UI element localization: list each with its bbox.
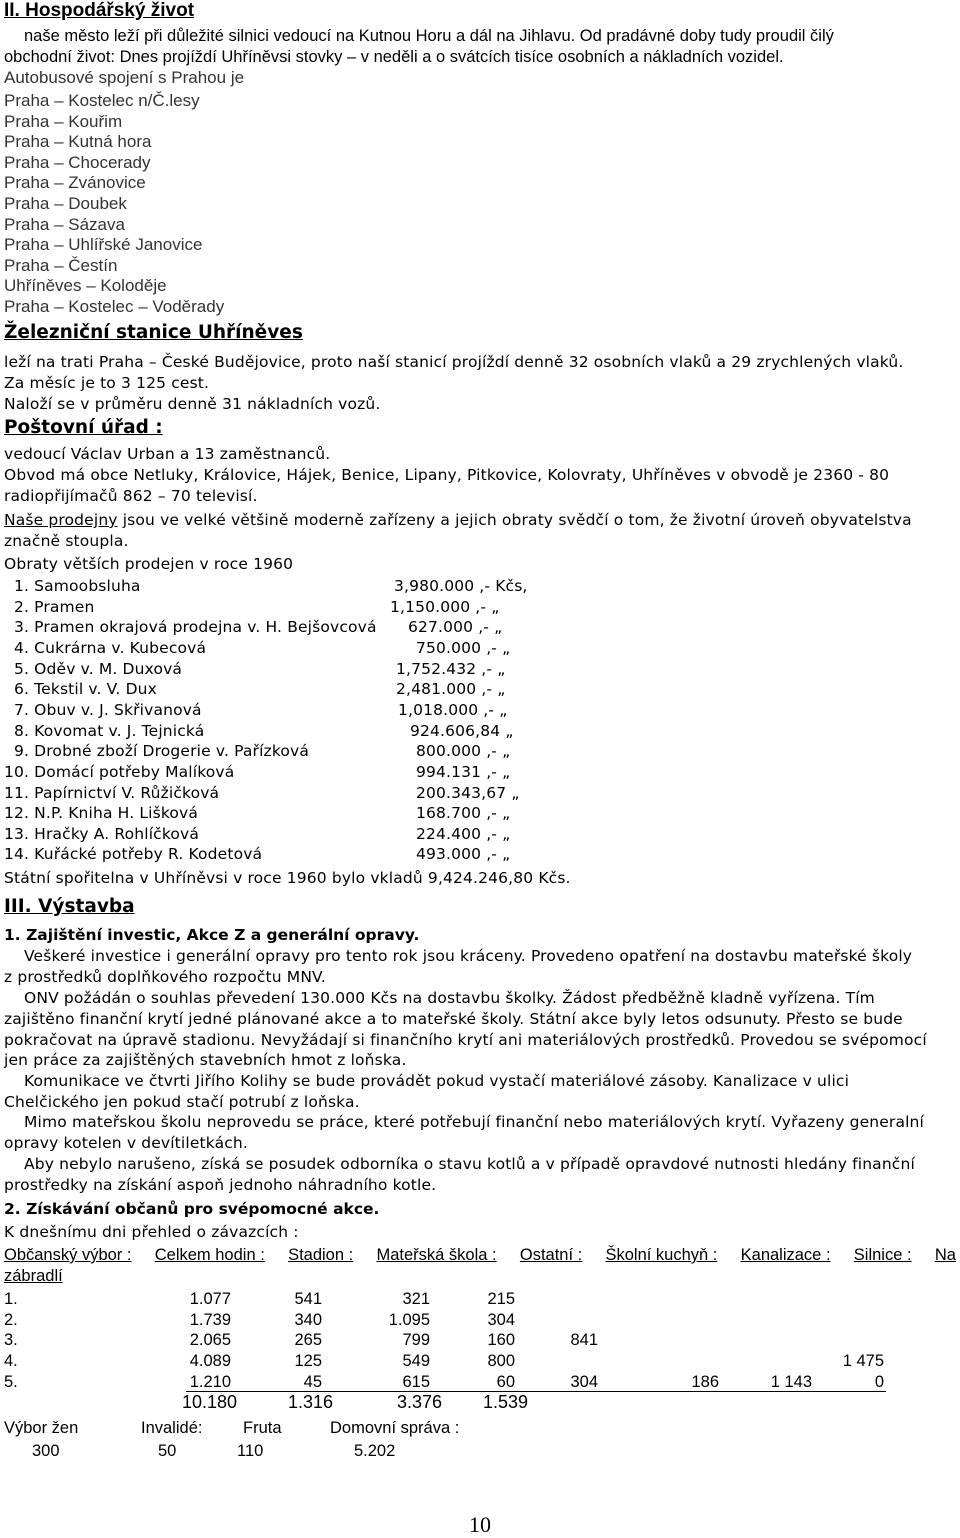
commitments-header-cell: Silnice : — [853, 1246, 912, 1264]
total-value: 10.180 — [181, 1392, 237, 1412]
bus-route: Praha – Kouřim — [4, 111, 123, 131]
other-commitment-label: Domovní správa : — [330, 1419, 460, 1437]
table-cell: 615 — [402, 1372, 430, 1391]
table-cell: 304 — [570, 1372, 598, 1391]
bus-route: Praha – Doubek — [4, 194, 127, 213]
other-commitments-labels — [4, 1418, 956, 1438]
shops-intro-line-2: značně stoupla. — [4, 532, 129, 550]
p4-line-2: opravy kotelen v devítiletkách. — [4, 1134, 248, 1152]
post-office-line-1: vedoucí Václav Urban a 13 zaměstnanců. — [4, 445, 331, 463]
railway-heading: Železniční stanice Uhříněves — [4, 322, 303, 343]
p1-line-2: z prostředků doplňkového rozpočtu MNV. — [4, 968, 326, 986]
table-cell: 215 — [487, 1290, 515, 1308]
intro-line-1 — [4, 26, 956, 46]
turnover-shop-name: 12. N.P. Kniha H. Lišková — [4, 804, 199, 823]
intro-line-2 — [4, 47, 956, 67]
turnover-value: 1,150.000 ,- „ — [390, 597, 500, 616]
other-commitment-value: 5.202 — [354, 1442, 396, 1460]
intro-text-2: obchodní život: Dnes projíždí Uhříněvsi stovky – v neděli a o svátcích tisíce osobních a nákladních vozidel. — [4, 48, 784, 66]
p3-line-1: Komunikace ve čtvrti Jiřího Kolihy se bude provádět pokud vystačí materiálové zásoby. Kanalizace v ulici — [24, 1072, 850, 1090]
table-cell: 2.065 — [189, 1331, 231, 1350]
total-value: 1.539 — [482, 1392, 528, 1412]
table-row — [4, 1372, 956, 1392]
turnover-value: 3,980.000 ,- Kčs, — [394, 577, 528, 595]
table-row — [4, 1330, 956, 1350]
construction-sub-1: 1. Zajištění investic, Akce Z a generální opravy. — [4, 926, 420, 944]
intro-line-3: Autobusové spojení s Prahou je — [4, 68, 245, 87]
table-cell: 841 — [570, 1331, 598, 1350]
table-cell: 0 — [874, 1372, 884, 1391]
table-cell: 549 — [402, 1352, 430, 1371]
commitments-header-cells — [4, 1245, 956, 1265]
commitments-header-cell: Stadion : — [288, 1246, 354, 1264]
railway-line-1: leží na trati Praha – České Budějovice, proto naší stanicí projíždí denně 32 osobních vlaků a 29 zrychlených vlaků. — [4, 353, 904, 371]
construction-heading: III. Výstavba — [4, 896, 135, 917]
p3-line-2: Chelčického jen pokud stačí potrubí z loňska. — [4, 1093, 360, 1111]
construction-sub-2: 2. Získávání občanů pro svépomocné akce. — [4, 1200, 380, 1218]
turnover-shop-name: 11. Papírnictví V. Růžičková — [4, 783, 220, 802]
other-commitment-label: Invalidé: — [141, 1419, 203, 1437]
turnover-shop-name: 7. Obuv v. J. Skřivanová — [14, 700, 202, 719]
turnover-value: 800.000 ,- „ — [416, 742, 511, 761]
table-cell: 1.095 — [388, 1310, 430, 1329]
turnover-shop-name: 1. Samoobsluha — [14, 577, 141, 595]
turnover-value: 994.131 ,- „ — [416, 762, 511, 781]
shops-intro-line-1 — [4, 510, 912, 530]
commitments-header-wrap: zábradlí — [4, 1267, 63, 1285]
page-number: 10 — [469, 1512, 491, 1537]
railway-line-3: Naloží se v průměru denně 31 nákladních vozů. — [4, 395, 381, 413]
turnover-shop-name: 14. Kuřácké potřeby R. Kodetová — [4, 845, 263, 864]
table-cell: 5. — [4, 1372, 18, 1391]
commitments-header-cell: Školní kuchyň : — [605, 1246, 718, 1264]
turnover-value: 200.343,67 „ — [416, 783, 520, 802]
overview-line: K dnešnímu dni přehled o závazcích : — [4, 1223, 299, 1241]
table-cell: 4. — [4, 1352, 18, 1371]
turnover-value: 2,481.000 ,- „ — [396, 680, 506, 699]
p5-line-2: prostředky na získání aspoň jednoho náhradního kotle. — [4, 1176, 437, 1194]
table-cell: 4.089 — [189, 1352, 231, 1371]
bus-route: Uhříněves – Koloděje — [4, 276, 167, 296]
turnover-value: 924.606,84 „ — [410, 721, 514, 740]
table-cell: 125 — [294, 1352, 322, 1371]
table-cell: 186 — [691, 1372, 719, 1391]
turnover-value: 1,752.432 ,- „ — [396, 659, 506, 678]
turnover-value: 168.700 ,- „ — [416, 804, 511, 823]
table-cell: 265 — [294, 1331, 322, 1350]
turnover-shop-name: 10. Domácí potřeby Malíková — [4, 762, 235, 781]
turnover-value: 750.000 ,- „ — [416, 638, 511, 657]
totals-row — [4, 1392, 956, 1416]
p4-line-1: Mimo mateřskou školu neprovedu se práce, které potřebují finanční nebo materiálových krytí. Vyřazeny generalní — [24, 1113, 924, 1131]
table-cell: 1 475 — [842, 1352, 884, 1371]
bus-route: Praha – Chocerady — [4, 152, 151, 172]
other-commitment-value: 110 — [237, 1442, 264, 1460]
p1-line-1: Veškeré investice i generální opravy pro tento rok jsou kráceny. Provedeno opatření na dostavbu mateřské školy — [24, 947, 913, 965]
turnover-shop-name: 13. Hračky A. Rohlíčková — [4, 824, 200, 843]
table-row — [4, 1351, 956, 1371]
table-cell: 1 143 — [770, 1372, 812, 1391]
commitments-header-cell: Na — [934, 1246, 956, 1264]
bus-route: Praha – Čestín — [4, 255, 118, 275]
table-cell: 800 — [487, 1352, 515, 1371]
railway-line-2: Za měsíc je to 3 125 cest. — [4, 374, 210, 392]
other-commitment-label: Výbor žen — [4, 1419, 79, 1437]
other-commitment-label: Fruta — [243, 1419, 282, 1437]
turnover-value: 1,018.000 ,- „ — [398, 700, 508, 719]
table-cell: 1. — [4, 1290, 18, 1308]
table-row — [4, 1289, 956, 1309]
shops-intro-rest: jsou ve velké většině moderně zařízeny a jejich obraty svědčí o tom, že životní úroveň obyvatelstva — [117, 511, 912, 529]
bus-route: Praha – Zvánovice — [4, 173, 146, 193]
table-cell: 60 — [496, 1372, 515, 1391]
turnover-shop-name: 9. Drobné zboží Drogerie v. Pařízková — [14, 742, 310, 761]
turnover-shop-name: 3. Pramen okrajová prodejna v. H. Bejšovcová — [14, 618, 377, 637]
post-office-line-2: Obvod má obce Netluky, Královice, Hájek, Benice, Lipany, Pitkovice, Kolovraty, Uhříněves v obvodě je 2360 - 80 — [4, 466, 890, 484]
turnover-shop-name: 2. Pramen — [14, 597, 95, 616]
table-cell: 321 — [402, 1290, 430, 1308]
turnover-shop-name: 8. Kovomat v. J. Tejnická — [14, 721, 205, 740]
table-cell: 2. — [4, 1310, 18, 1329]
total-value: 1.316 — [287, 1392, 333, 1412]
commitments-header-cell: Celkem hodin : — [154, 1246, 265, 1264]
section-heading: II. Hospodářský život — [4, 0, 195, 21]
shops-intro-underlined: Naše prodejny — [4, 511, 118, 529]
table-cell: 1.739 — [189, 1310, 231, 1329]
p5-line-1: Aby nebylo narušeno, získá se posudek odborníka o stavu kotlů a v případě opravdové nutnosti hledány finanční — [24, 1155, 915, 1173]
commitments-header-cell: Ostatní : — [519, 1246, 583, 1264]
turnover-value: 627.000 ,- „ — [408, 618, 503, 637]
turnover-shop-name: 4. Cukrárna v. Kubecová — [14, 638, 207, 657]
turnover-value: 493.000 ,- „ — [416, 845, 511, 864]
table-cell: 1.077 — [189, 1290, 231, 1308]
savings-line: Státní spořitelna v Uhříněvsi v roce 1960 bylo vkladů 9,424.246,80 Kčs. — [4, 869, 571, 887]
table-cell: 45 — [303, 1372, 322, 1391]
table-cell: 3. — [4, 1331, 18, 1350]
post-office-line-3: radiopřijímačů 862 – 70 televisí. — [4, 487, 258, 505]
table-cell: 304 — [487, 1310, 515, 1329]
turnover-shop-name: 6. Tekstil v. V. Dux — [14, 680, 157, 699]
table-cell: 1.210 — [189, 1372, 231, 1391]
other-commitment-value: 50 — [158, 1442, 177, 1460]
p2-line-2: zajištěno finanční krytí jedné plánované akce a to mateřské školy. Státní akce byly letos odsunuty. Přesto se bude — [4, 1010, 903, 1028]
total-value: 3.376 — [396, 1392, 442, 1412]
p2-line-3: pokračovat na úpravě stadionu. Nevyžádají si finančního krytí ani materiálových prostředků. Provedou se svépomocí — [4, 1031, 927, 1049]
table-cell: 160 — [487, 1331, 515, 1350]
intro-text-1: naše město leží při důležité silnici vedoucí na Kutnou Horu a dál na Jihlavu. Od pradávné doby tudy proudil čilý — [24, 27, 834, 45]
p2-line-4: jen práce za zajištěných stavebních hmot z loňska. — [4, 1051, 407, 1069]
turnover-shop-name: 5. Oděv v. M. Duxová — [14, 659, 183, 678]
bus-route: Praha – Kostelec n/Č.lesy — [4, 91, 200, 110]
bus-route: Praha – Uhlířské Janovice — [4, 235, 203, 255]
commitments-header — [4, 1245, 956, 1265]
bus-route: Praha – Kutná hora — [4, 132, 152, 152]
other-commitments-values — [4, 1441, 956, 1461]
bus-route: Praha – Kostelec – Voděrady — [4, 297, 225, 316]
p2-line-1: ONV požádán o souhlas převedení 130.000 Kčs na dostavbu školky. Žádost předběžně kladně vyřízena. Tím — [24, 989, 875, 1007]
commitments-header-cell: Občanský výbor : — [4, 1246, 132, 1264]
commitments-header-cell: Kanalizace : — [740, 1246, 831, 1264]
commitments-header-cell: Mateřská škola : — [376, 1246, 497, 1264]
other-commitment-value: 300 — [32, 1442, 60, 1460]
table-cell: 340 — [294, 1310, 322, 1329]
turnover-heading: Obraty větších prodejen v roce 1960 — [4, 555, 294, 573]
post-office-heading: Poštovní úřad : — [4, 417, 163, 438]
table-row — [4, 1310, 956, 1330]
bus-route: Praha – Sázava — [4, 214, 125, 234]
table-cell: 799 — [402, 1331, 430, 1350]
table-cell: 541 — [294, 1290, 322, 1308]
turnover-value: 224.400 ,- „ — [416, 824, 511, 843]
